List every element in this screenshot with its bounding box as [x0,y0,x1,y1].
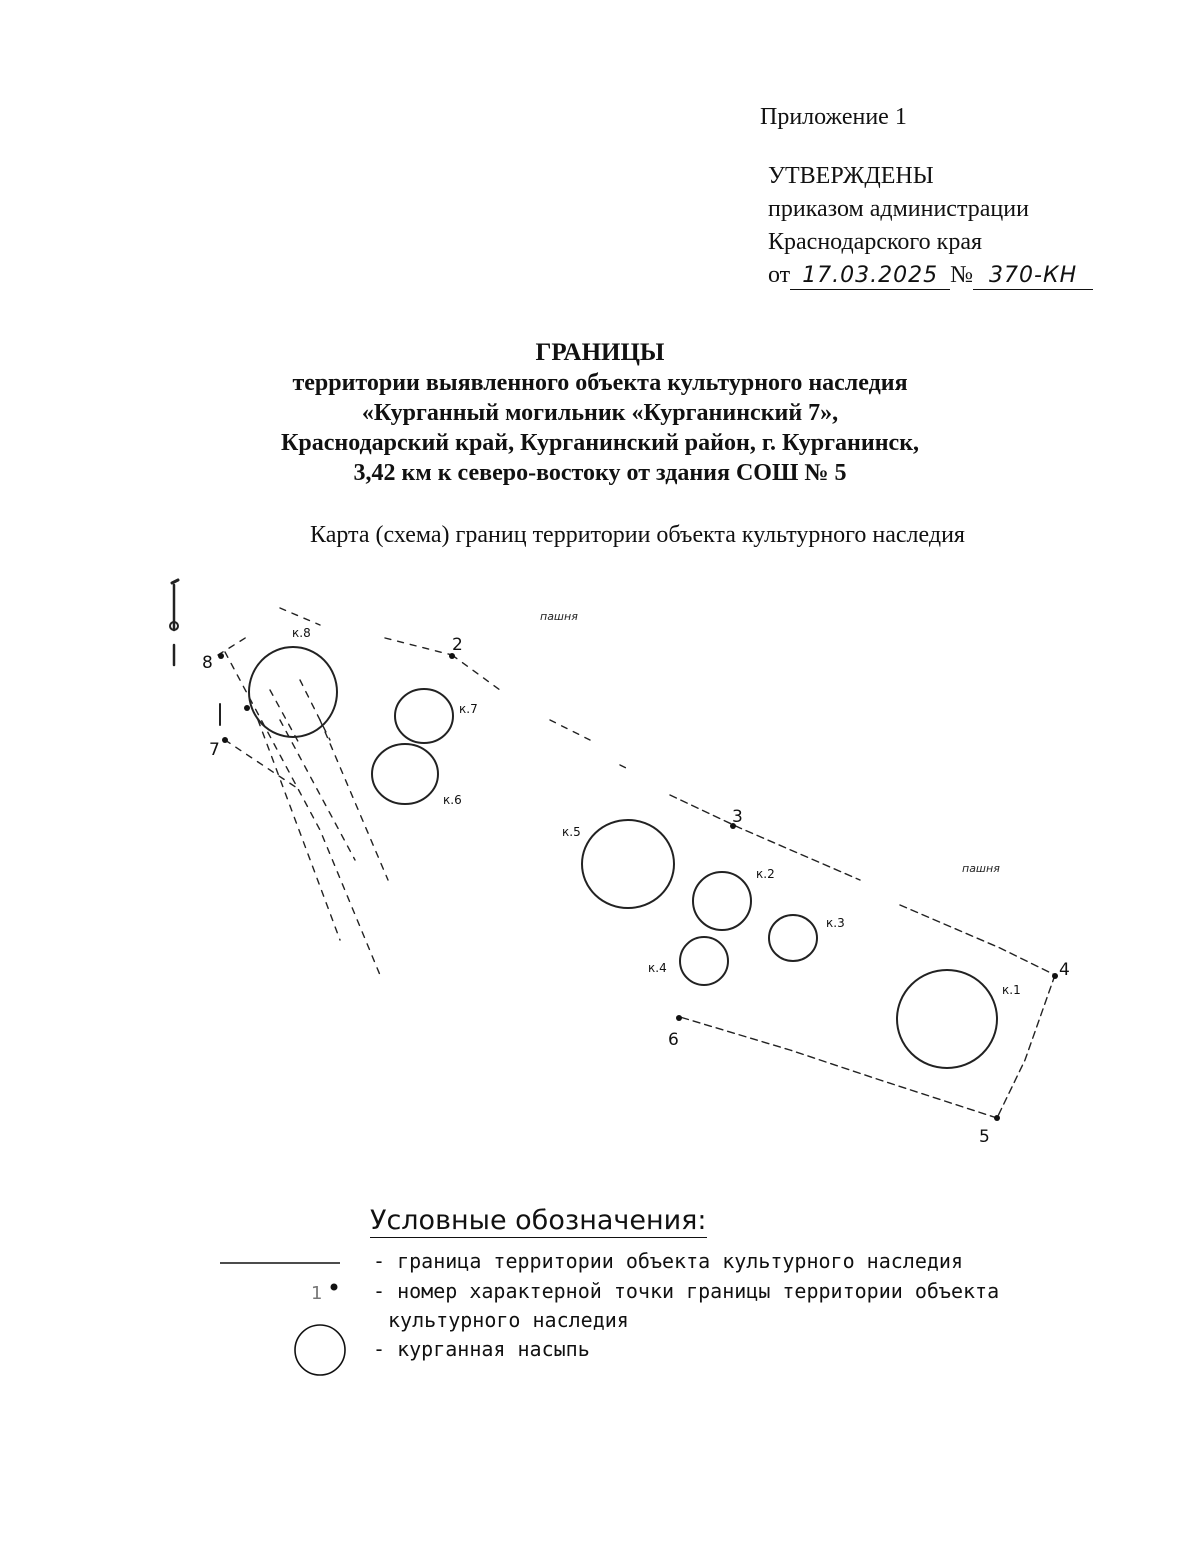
mound-k1 [897,970,997,1068]
approved-title: УТВЕРЖДЕНЫ [768,163,934,189]
field-label-north: пашня [540,610,578,623]
legend-title: Условные обозначения: [370,1205,707,1236]
point-label-4: 4 [1059,960,1070,980]
mound-k3 [769,915,817,961]
field-label-east: пашня [962,862,1000,875]
handwritten-number: 370-КН [973,263,1093,290]
point-label-2: 2 [452,635,463,655]
title-line-2: «Курганный могильник «Курганинский 7», [361,400,839,426]
approved-line-3: Краснодарского края [768,229,983,255]
approved-line-2: приказом администрации [768,196,1029,222]
point-label-5: 5 [979,1127,990,1147]
legend-point-icon [331,1284,338,1291]
boundary-map [0,570,1200,1170]
legend-mound-text: - курганная насыпь [373,1337,590,1361]
mound-label-k6: к.6 [443,793,462,807]
point-marker-4 [1052,973,1058,979]
mound-label-k8: к.8 [292,626,311,640]
title-main: ГРАНИЦЫ [535,339,665,366]
mound-k4 [680,937,728,985]
title-line-1: территории выявленного объекта культурного наследия [292,370,908,396]
map-subtitle: Карта (схема) границ территории объекта культурного наследия [310,522,965,548]
north-arrow-icon [170,580,178,665]
mound-label-k7: к.7 [459,702,478,716]
date-prefix: от [768,262,791,288]
point-label-6: 6 [668,1030,679,1050]
point-label-8: 8 [202,653,213,673]
approval-date-number [768,259,1093,292]
mound-label-k1: к.1 [1002,983,1021,997]
point-marker-6 [676,1015,682,1021]
mound-label-k4: к.4 [648,961,667,975]
title-line-3: Краснодарский край, Курганинский район, г. Курганинск, [280,430,920,456]
legend-mound-icon [295,1325,345,1375]
mounds [249,647,997,1068]
point-label-3: 3 [732,807,743,827]
mound-label-k2: к.2 [756,867,775,881]
document-title [0,338,1200,488]
legend-point-text-2: культурного наследия [388,1308,629,1332]
mound-label-k3: к.3 [826,916,845,930]
mound-k5 [582,820,674,908]
legend-boundary-text: - граница территории объекта культурного наследия [373,1249,964,1273]
point-marker-7 [222,737,228,743]
point-label-7: 7 [209,740,220,760]
approval-block [768,160,1093,292]
mound-k2 [693,872,751,930]
title-line-4: 3,42 км к северо-востоку от здания СОШ № 5 [353,460,847,486]
handwritten-date: 17.03.2025 [790,263,950,290]
legend-point-sample: 1 [311,1283,323,1304]
mound-k7 [395,689,453,743]
mound-k6 [372,744,438,804]
point-marker-8 [218,653,224,659]
legend-symbols [215,1245,350,1385]
number-prefix: № [950,262,974,288]
point-marker-5 [994,1115,1000,1121]
mound-k8 [249,647,337,737]
boundary-line-west [218,608,630,975]
mound-label-k5: к.5 [562,825,581,839]
point-marker-west [244,705,250,711]
legend-point-text-1: - номер характерной точки границы территории объекта [373,1279,1000,1303]
appendix-label: Приложение 1 [760,104,907,130]
